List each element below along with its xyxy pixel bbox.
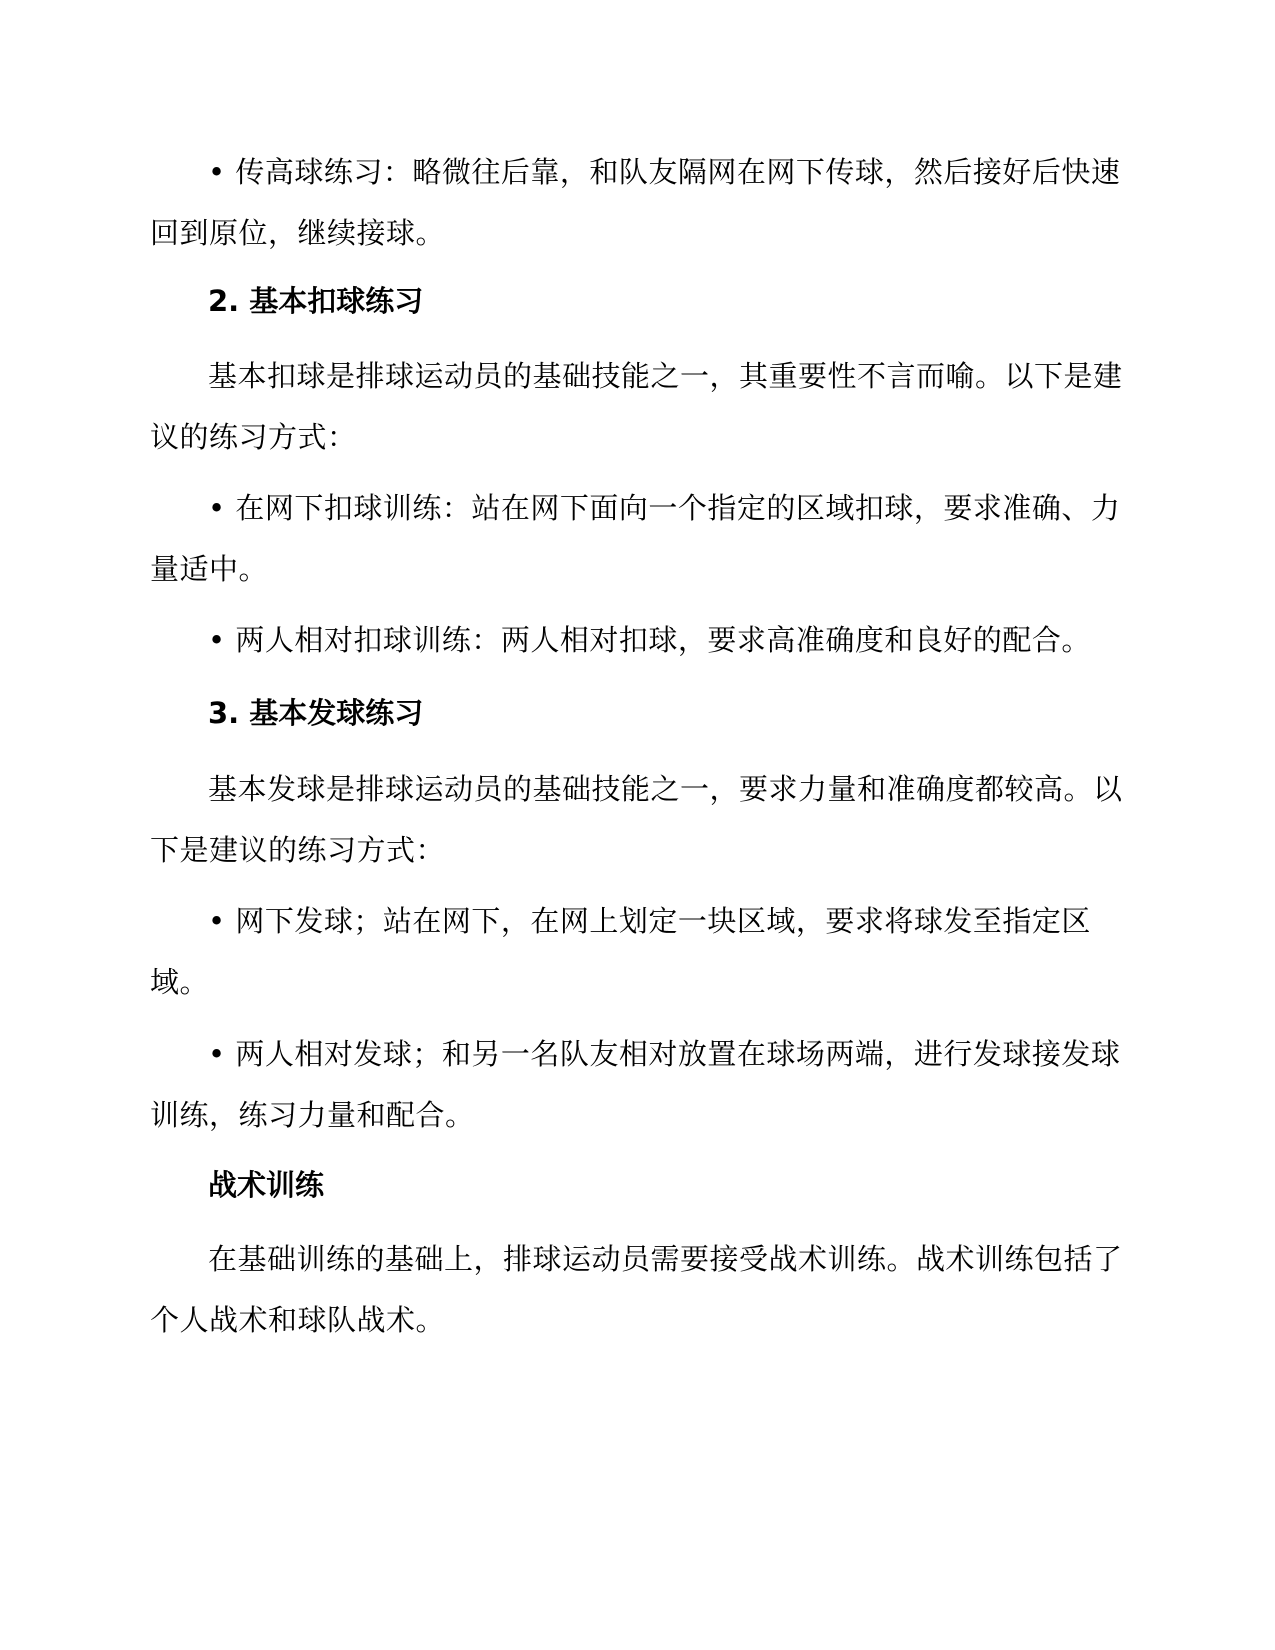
paragraph-basic-serve-intro: 基本发球是排球运动员的基础技能之一，要求力量和准确度都较高。以下是建议的练习方式：	[150, 772, 1123, 867]
heading-tactical-training: 战术训练	[208, 1168, 325, 1202]
heading-basic-spike-practice: 2. 基本扣球练习	[208, 284, 424, 318]
bullet-high-pass-practice: • 传高球练习：略微往后靠，和队友隔网在网下传球，然后接好后快速回到原位，继续接球。	[150, 155, 1121, 250]
bullet-paired-serve: • 两人相对发球；和另一名队友相对放置在球场两端，进行发球接发球训练，练习力量和配合。	[150, 1037, 1121, 1132]
bullet-paired-spike: • 两人相对扣球训练：两人相对扣球，要求高准确度和良好的配合。	[208, 623, 1091, 657]
bullet-spike-under-net: • 在网下扣球训练：站在网下面向一个指定的区域扣球，要求准确、力量适中。	[150, 491, 1121, 586]
bullet-serve-under-net: • 网下发球；站在网下，在网上划定一块区域，要求将球发至指定区域。	[150, 904, 1091, 999]
heading-basic-serve-practice: 3. 基本发球练习	[208, 696, 424, 730]
paragraph-tactical-training: 在基础训练的基础上，排球运动员需要接受战术训练。战术训练包括了个人战术和球队战术。	[150, 1242, 1123, 1337]
paragraph-basic-spike-intro: 基本扣球是排球运动员的基础技能之一，其重要性不言而喻。以下是建议的练习方式：	[150, 359, 1123, 454]
